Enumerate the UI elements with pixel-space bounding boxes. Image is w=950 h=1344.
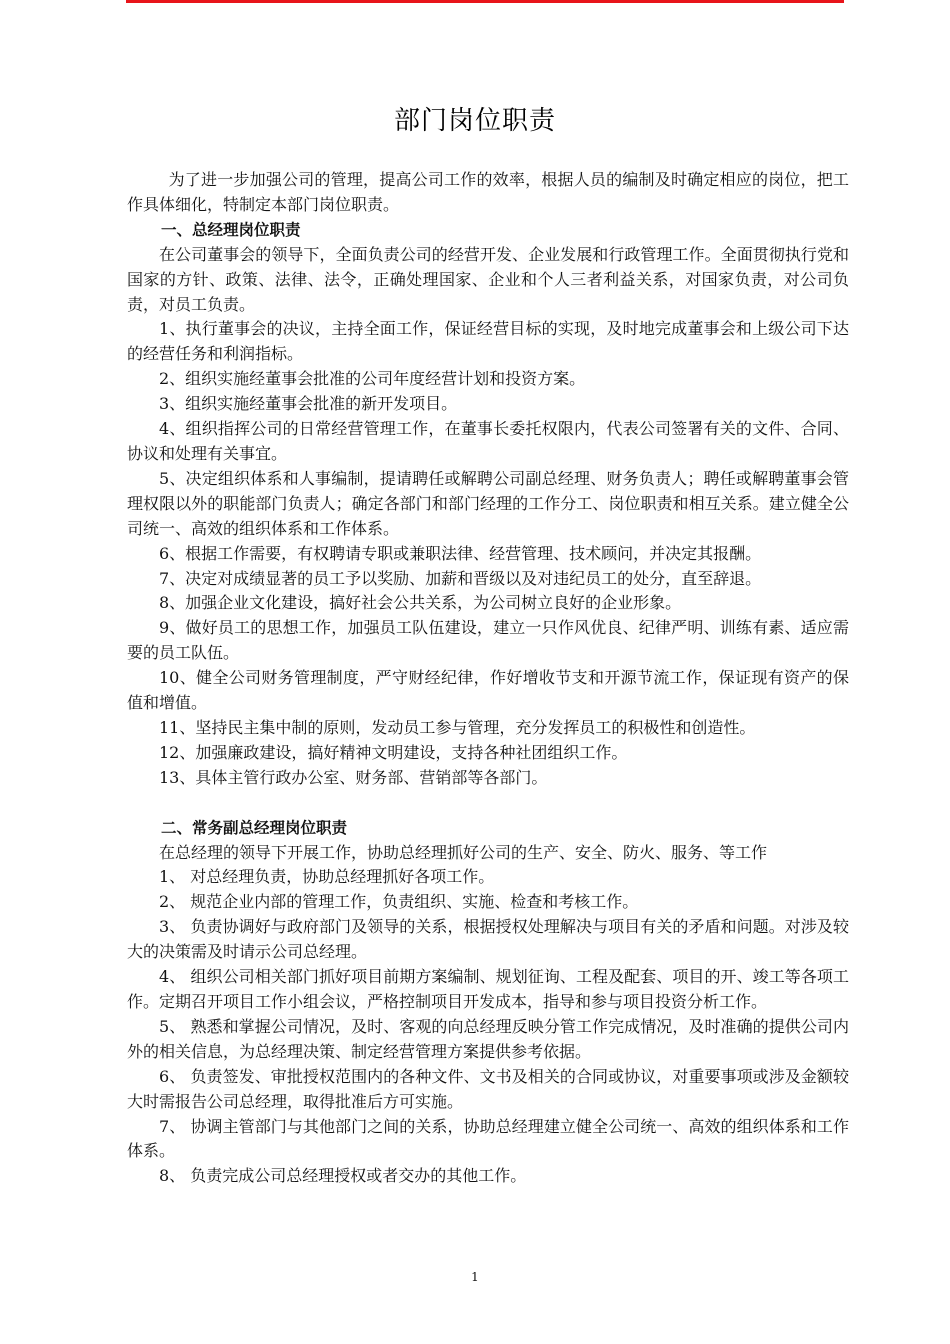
page-number: 1 bbox=[471, 1270, 479, 1284]
list-item: 7、 协调主管部门与其他部门之间的关系，协助总经理建立健全公司统一、高效的组织体系和工作体系。 bbox=[127, 1116, 849, 1161]
list-item: 2、组织实施经董事会批准的公司年度经营计划和投资方案。 bbox=[159, 369, 586, 389]
section-heading: 二、常务副总经理岗位职责 bbox=[161, 818, 348, 837]
list-item: 3、组织实施经董事会批准的新开发项目。 bbox=[159, 394, 458, 414]
list-item: 11、坚持民主集中制的原则，发动员工参与管理，充分发挥员工的积极性和创造性。 bbox=[159, 717, 756, 737]
section-heading: 一、总经理岗位职责 bbox=[161, 220, 301, 239]
list-item: 2、 规范企业内部的管理工作，负责组织、实施、检查和考核工作。 bbox=[159, 892, 639, 912]
list-item: 1、 对总经理负责，协助总经理抓好各项工作。 bbox=[159, 867, 495, 887]
list-item: 8、 负责完成公司总经理授权或者交办的其他工作。 bbox=[159, 1166, 527, 1186]
intro-paragraph: 为了进一步加强公司的管理，提高公司工作的效率，根据人员的编制及时确定相应的岗位，把工作具体细化，特制定本部门岗位职责。 bbox=[127, 170, 849, 214]
section-lead: 在总经理的领导下开展工作，协助总经理抓好公司的生产、安全、防火、服务、等工作 bbox=[159, 842, 768, 862]
section-general-manager bbox=[127, 218, 849, 791]
section-spacer bbox=[127, 791, 849, 816]
list-item: 9、做好员工的思想工作，加强员工队伍建设，建立一只作风优良、纪律严明、训练有素、适应需要的员工队伍。 bbox=[127, 618, 849, 663]
list-item: 12、加强廉政建设，搞好精神文明建设，支持各种社团组织工作。 bbox=[159, 742, 628, 762]
list-item: 6、根据工作需要，有权聘请专职或兼职法律、经营管理、技术顾问，并决定其报酬。 bbox=[159, 543, 762, 563]
list-item: 4、 组织公司相关部门抓好项目前期方案编制、规划征询、工程及配套、项目的开、竣工等各项工作。定期召开项目工作小组会议，严格控制项目开发成本，指导和参与项目投资分析工作。 bbox=[127, 967, 849, 1011]
list-item: 13、具体主管行政办公室、财务部、营销部等各部门。 bbox=[159, 767, 548, 787]
list-item: 3、 负责协调好与政府部门及领导的关系，根据授权处理解决与项目有关的矛盾和问题。对涉及较大的决策需及时请示公司总经理。 bbox=[127, 917, 849, 962]
document-body bbox=[127, 168, 849, 1189]
section-lead: 在公司董事会的领导下，全面负责公司的经营开发、企业发展和行政管理工作。全面贯彻执行党和国家的方针、政策、法律、法令，正确处理国家、企业和个人三者利益关系，对国家负责，对公司负责，对员工负责。 bbox=[127, 244, 849, 314]
list-item: 8、加强企业文化建设，搞好社会公共关系，为公司树立良好的企业形象。 bbox=[159, 593, 682, 613]
list-item: 5、 熟悉和掌握公司情况，及时、客观的向总经理反映分管工作完成情况，及时准确的提供公司内外的相关信息，为总经理决策、制定经营管理方案提供参考依据。 bbox=[127, 1016, 849, 1061]
page-title: 部门岗位职责 bbox=[393, 106, 556, 136]
list-item: 6、 负责签发、审批授权范围内的各种文件、文书及相关的合同或协议，对重要事项或涉及金额较大时需报告公司总经理，取得批准后方可实施。 bbox=[127, 1066, 849, 1111]
top-red-rule bbox=[126, 0, 844, 3]
list-item: 4、组织指挥公司的日常经营管理工作，在董事长委托权限内，代表公司签署有关的文件、合同、协议和处理有关事宜。 bbox=[127, 419, 849, 463]
list-item: 5、决定组织体系和人事编制，提请聘任或解聘公司副总经理、财务负责人；聘任或解聘董事会管理权限以外的职能部门负责人；确定各部门和部门经理的工作分工、岗位职责和相互关系。建立健全公司统一、高效的组织体系和工作体系。 bbox=[127, 468, 849, 538]
list-item: 10、健全公司财务管理制度，严守财经纪律，作好增收节支和开源节流工作，保证现有资产的保值和增值。 bbox=[127, 668, 849, 713]
list-item: 1、执行董事会的决议，主持全面工作，保证经营目标的实现，及时地完成董事会和上级公司下达的经营任务和利润指标。 bbox=[127, 319, 849, 364]
section-deputy-general-manager bbox=[127, 816, 849, 1190]
list-item: 7、决定对成绩显著的员工予以奖励、加薪和晋级以及对违纪员工的处分，直至辞退。 bbox=[159, 568, 762, 588]
